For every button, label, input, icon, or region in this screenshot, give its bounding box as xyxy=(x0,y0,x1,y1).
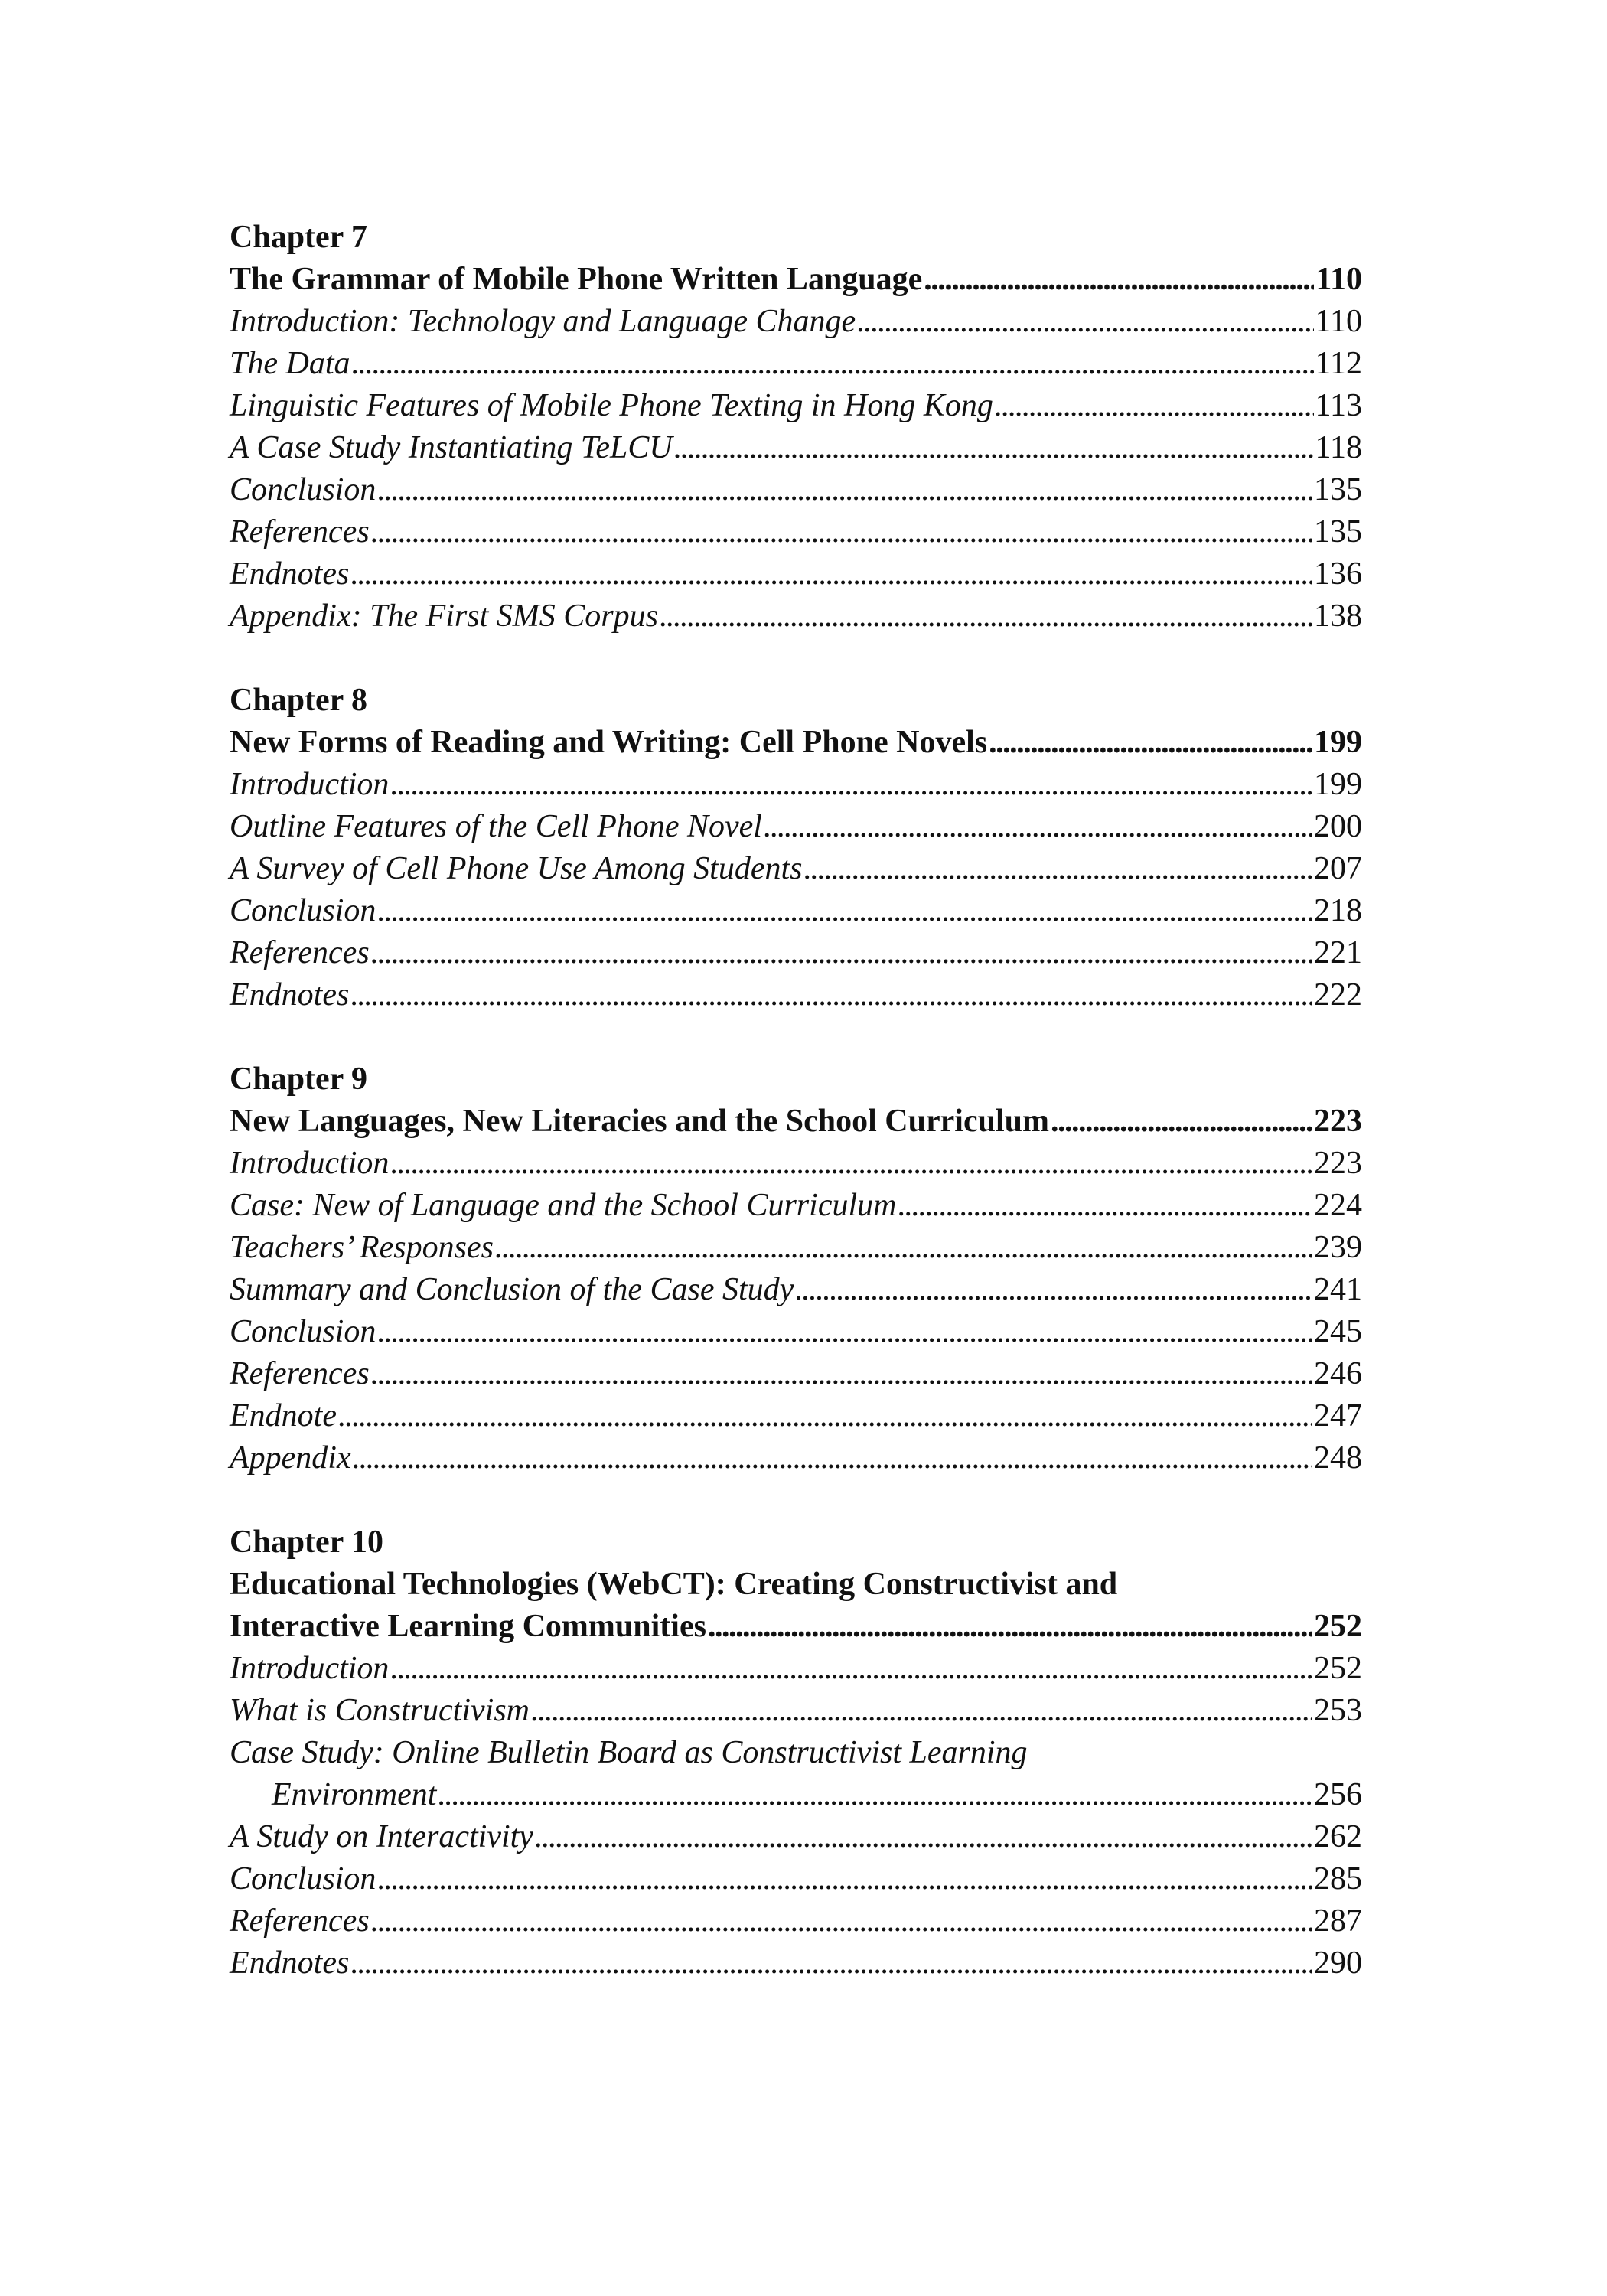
chapter-title-first-line[interactable]: Educational Technologies (WebCT): Creating Constructivist and xyxy=(230,1567,1118,1602)
entry-title: Case: New of Language and the School Curriculum xyxy=(230,1188,897,1223)
toc-entry[interactable] xyxy=(230,511,1362,553)
dot-leader xyxy=(898,1185,1312,1227)
toc-entry[interactable] xyxy=(230,595,1362,638)
page-number: 207 xyxy=(1314,851,1362,886)
page-number: 246 xyxy=(1314,1356,1362,1391)
entry-title: References xyxy=(230,514,370,550)
page-number: 253 xyxy=(1314,1693,1362,1728)
dot-leader xyxy=(857,301,1313,343)
chapter-title-line[interactable] xyxy=(230,259,1362,301)
table-of-contents xyxy=(230,217,1362,2027)
page-number: 262 xyxy=(1314,1819,1362,1854)
dot-leader xyxy=(390,764,1312,806)
toc-entry[interactable] xyxy=(230,848,1362,890)
chapter-title: New Languages, New Literacies and the School Curriculum xyxy=(230,1104,1049,1139)
toc-entry[interactable] xyxy=(230,1227,1362,1269)
toc-entry[interactable] xyxy=(230,1185,1362,1227)
dot-leader xyxy=(352,343,1314,385)
toc-entry[interactable] xyxy=(230,1816,1362,1858)
toc-entry[interactable] xyxy=(230,890,1362,932)
toc-entry[interactable] xyxy=(230,806,1362,848)
entry-title: A Study on Interactivity xyxy=(230,1819,533,1854)
dot-leader xyxy=(350,1942,1312,1985)
dot-leader xyxy=(674,427,1314,469)
dot-leader xyxy=(495,1227,1312,1269)
page-number: 110 xyxy=(1315,304,1362,339)
toc-entry[interactable] xyxy=(230,1690,1362,1732)
dot-leader xyxy=(377,890,1312,932)
dot-leader xyxy=(377,469,1312,511)
toc-entry[interactable] xyxy=(230,764,1362,806)
entry-title: Conclusion xyxy=(230,472,376,507)
page-number: 112 xyxy=(1315,346,1362,381)
toc-entry[interactable] xyxy=(230,1942,1362,1985)
entry-title: Conclusion xyxy=(230,1314,376,1349)
dot-leader xyxy=(390,1648,1312,1690)
entry-title: References xyxy=(230,935,370,970)
page-number: 256 xyxy=(1314,1777,1362,1812)
chapter-title: The Grammar of Mobile Phone Written Language xyxy=(230,262,923,297)
chapter-7 xyxy=(230,217,1362,638)
dot-leader xyxy=(350,553,1312,595)
dot-leader xyxy=(371,1900,1312,1942)
entry-title: Introduction xyxy=(230,767,390,802)
chapter-title-line[interactable] xyxy=(230,1101,1362,1143)
dot-leader xyxy=(1051,1101,1312,1143)
page-number: 118 xyxy=(1315,430,1362,465)
page-number: 199 xyxy=(1314,767,1362,802)
toc-entry[interactable] xyxy=(230,1858,1362,1900)
page-number: 113 xyxy=(1315,388,1362,423)
chapter-title-line[interactable] xyxy=(230,722,1362,764)
page-number: 136 xyxy=(1314,556,1362,592)
dot-leader xyxy=(390,1143,1312,1185)
toc-entry[interactable] xyxy=(230,1774,1362,1816)
chapter-10 xyxy=(230,1521,1362,1985)
toc-entry[interactable] xyxy=(230,1900,1362,1942)
dot-leader xyxy=(535,1816,1312,1858)
page-number: 200 xyxy=(1314,809,1362,844)
chapter-title-line[interactable] xyxy=(230,1606,1362,1648)
page-number: 223 xyxy=(1314,1146,1362,1181)
entry-title: The Data xyxy=(230,346,350,381)
entry-title: Introduction: Technology and Language Change xyxy=(230,304,856,339)
chapter-label: Chapter 8 xyxy=(230,683,368,718)
entry-title: Endnotes xyxy=(230,977,350,1013)
dot-leader xyxy=(660,595,1312,638)
page-number: 248 xyxy=(1314,1440,1362,1476)
toc-entry[interactable] xyxy=(230,469,1362,511)
dot-leader xyxy=(531,1690,1312,1732)
entry-title: What is Constructivism xyxy=(230,1693,530,1728)
page-number: 199 xyxy=(1314,725,1362,760)
entry-title: A Case Study Instantiating TeLCU xyxy=(230,430,673,465)
page-number: 135 xyxy=(1314,472,1362,507)
toc-entry[interactable] xyxy=(230,1395,1362,1437)
entry-title: Conclusion xyxy=(230,893,376,928)
page-number: 110 xyxy=(1315,262,1362,297)
entry-title: Introduction xyxy=(230,1651,390,1686)
page-number: 221 xyxy=(1314,935,1362,970)
chapter-9 xyxy=(230,1058,1362,1479)
entry-title: Outline Features of the Cell Phone Novel xyxy=(230,809,762,844)
toc-entry[interactable] xyxy=(230,1648,1362,1690)
toc-entry[interactable] xyxy=(230,1353,1362,1395)
page-number: 247 xyxy=(1314,1398,1362,1433)
chapter-label: Chapter 10 xyxy=(230,1525,384,1560)
entry-title: Linguistic Features of Mobile Phone Texting in Hong Kong xyxy=(230,388,993,423)
page-number: 290 xyxy=(1314,1945,1362,1981)
dot-leader xyxy=(371,511,1312,553)
entry-title: Environment xyxy=(272,1777,437,1812)
page-number: 241 xyxy=(1314,1272,1362,1307)
entry-title: Summary and Conclusion of the Case Study xyxy=(230,1272,794,1307)
page-number: 252 xyxy=(1314,1609,1362,1644)
entry-title: References xyxy=(230,1903,370,1939)
page-number: 224 xyxy=(1314,1188,1362,1223)
toc-entry-first-line[interactable]: Case Study: Online Bulletin Board as Constructivist Learning xyxy=(230,1735,1028,1770)
page-number: 239 xyxy=(1314,1230,1362,1265)
page-number: 135 xyxy=(1314,514,1362,550)
entry-title: A Survey of Cell Phone Use Among Students xyxy=(230,851,803,886)
page-number: 245 xyxy=(1314,1314,1362,1349)
page-number: 287 xyxy=(1314,1903,1362,1939)
toc-entry[interactable] xyxy=(230,553,1362,595)
dot-leader xyxy=(708,1606,1312,1648)
entry-title: Endnotes xyxy=(230,556,350,592)
entry-title: Endnote xyxy=(230,1398,337,1433)
toc-entry[interactable] xyxy=(230,1269,1362,1311)
toc-entry[interactable] xyxy=(230,385,1362,427)
dot-leader xyxy=(371,1353,1312,1395)
toc-entry[interactable] xyxy=(230,427,1362,469)
entry-title: Conclusion xyxy=(230,1861,376,1896)
dot-leader xyxy=(353,1437,1312,1479)
toc-entry[interactable] xyxy=(230,1311,1362,1353)
page-number: 218 xyxy=(1314,893,1362,928)
dot-leader xyxy=(438,1774,1312,1816)
dot-leader xyxy=(764,806,1312,848)
chapter-title: New Forms of Reading and Writing: Cell Phone Novels xyxy=(230,725,988,760)
toc-entry[interactable] xyxy=(230,343,1362,385)
page-number: 222 xyxy=(1314,977,1362,1013)
page-number: 285 xyxy=(1314,1861,1362,1896)
entry-title: Introduction xyxy=(230,1146,390,1181)
dot-leader xyxy=(795,1269,1312,1311)
dot-leader xyxy=(377,1311,1312,1353)
entry-title: Appendix: The First SMS Corpus xyxy=(230,598,658,634)
toc-entry[interactable] xyxy=(230,974,1362,1016)
entry-title: Appendix xyxy=(230,1440,351,1476)
dot-leader xyxy=(989,722,1312,764)
toc-entry[interactable] xyxy=(230,1143,1362,1185)
chapter-title: Interactive Learning Communities xyxy=(230,1609,706,1644)
entry-title: References xyxy=(230,1356,370,1391)
chapter-8 xyxy=(230,680,1362,1016)
chapter-label: Chapter 7 xyxy=(230,220,368,255)
toc-entry[interactable] xyxy=(230,1437,1362,1479)
page-number: 138 xyxy=(1314,598,1362,634)
dot-leader xyxy=(377,1858,1312,1900)
toc-entry[interactable] xyxy=(230,932,1362,974)
entry-title: Teachers’ Responses xyxy=(230,1230,494,1265)
chapter-label: Chapter 9 xyxy=(230,1062,368,1097)
page-number: 223 xyxy=(1314,1104,1362,1139)
entry-title: Endnotes xyxy=(230,1945,350,1981)
dot-leader xyxy=(995,385,1314,427)
dot-leader xyxy=(371,932,1312,974)
dot-leader xyxy=(350,974,1312,1016)
toc-entry[interactable] xyxy=(230,301,1362,343)
dot-leader xyxy=(804,848,1313,890)
page-number: 252 xyxy=(1314,1651,1362,1686)
dot-leader xyxy=(924,259,1314,301)
dot-leader xyxy=(338,1395,1312,1437)
